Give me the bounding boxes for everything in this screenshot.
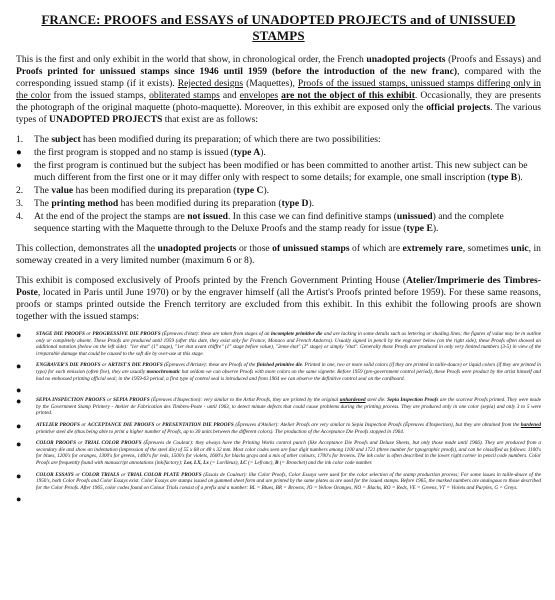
project-type-item: ● the first program is continued but the subject has been modified or has been committed to another artist. This new subject can be much different from the first one or it may differ only with respect to some details; for example, one small inscription (type B). [16, 160, 528, 183]
list-marker: 4. [16, 211, 24, 222]
project-type-item: ● the first program is stopped and no stamp is issued (type A). [16, 147, 266, 158]
project-type-item: 1. The subject has been modified during its preparation; of which there are two possibilities: [16, 134, 381, 145]
list-marker: 2. [16, 185, 24, 196]
bullet-icon: ● [16, 160, 22, 171]
bullet-icon: ● [16, 439, 22, 450]
proof-types-list [16, 331, 541, 382]
proof-type-item: ● STAGE DIE PROOFS or PROGRESSIVE DIE PROOFS (Épreuves d'état): these are taken from stages of an incomplete primitive die and are lacking in some details such as lettering or shading lines; the figures of value may be in outline only or completely absent. These Proofs are produced until 1959 (after this date, they exist only for France, Monaco and French Andorra). Usually signed in pencil by the engraver below (on the right side), these Proofs often showed an additional notation (below on the left side): "1er état" (1° stage), "1er état avant chiffre" (1° stage before value), "2eme état" (2° stage) or simply "état". Generally these Proofs are produced in only very limited numbers (3-5) in view of the irreparable damage that could be caused to the soft die by over-use at this stage. [16, 330, 541, 357]
bullet-icon: ● [16, 470, 22, 481]
proof-type-item: ● COLOR PROOFS or TRIAL COLOR PROOFS (Épreuves de Couleur): they always have the Printing Works control punch (like Acceptance Die Proofs and Deluxe Sheets, but only those made until 1966). They are produced from a secondary die and show an indentation (impression of the steel die) of 55 x 68 or 48 x 32 mm. Most color codes seen are four digit numbers among 1100 and 1721 (three number for typographic proofs), and can be classified as follows: 1100's for blues, 1200's for oranges, 1300's for greens, 1400's for reds, 1500's for violets, 1600's for blacks grays and a mix of other colours, 1700's for browns. The ink color is often described in the lower right corner in pencil code numbers. Color Proofs are frequently found with manuscript annotations (ink/factory): Lor, LX, Lx (= Lorilleux), LC (= Lefranc), B (= Bronchet) and the ink color code number. [16, 439, 541, 466]
proof-type-item: ● COLOR ESSAYS or COLOR TRIALS or TRIAL COLOR PLATE PROOFS (Essais de Couleur): like Color Proofs, Color Essays were used for the color selection of the stamp production process; For some issues in taille-douce of the 1950's, both Color Proofs and Color Essays exist. Color Essays are stamps issued on gummed sheet form and are printed by the same plates as are used for the issued stamps. Before 1965, the marked numbers are analogous to those described for the Color Proofs. After 1965, color codes found on Colour Trials consist of a prefix and a number: BL = Blues, BR = Browns, JO = Yellow Oranges, NO = Blacks, RO = Reds, VE = Greens, VT = Violets and Purples, G = Greys. [16, 470, 541, 491]
project-type-item: 4. At the end of the project the stamps are not issued. In this case we can find definitive stamps (unissued) and the complete sequence starting with the Maquette through to the Deluxe Proofs and the stamp ready for issue (type E). [16, 211, 504, 234]
project-types-list [16, 134, 541, 235]
bullet-icon: ● [16, 147, 22, 158]
bullet-icon: ● [16, 396, 22, 407]
intro-paragraph: This is the first and only exhibit in the world that show, in chronological order, the French unadopted projects (Proofs and Essays) and Proofs printed for unissued stamps since 1946 until 1959 (before the introduction of the new franc), compared with the corresponding issued stamp (if it exists). Rejected designs (Maquettes), Proofs of the issued stamps, unissued stamps differing only in the color from the issued stamps, obliterated stamps and envelopes are not the object of this exhibit. Occasionally, they are presents the photograph of the original maquette (photo-maquette). Moreover, in this exhibit are exposed only the official projects. The various types of UNADOPTED PROJECTS that exist are as follows: [16, 54, 542, 125]
bullet-icon: ● [16, 494, 22, 505]
project-type-item: 2. The value has been modified during its preparation (type C). [16, 185, 270, 196]
collection-paragraph: This collection, demonstrates all the unadopted projects or those of unissued stamps of which are extremely rare, sometimes unic, in someway created in a very limited number (maximum 6 or 8). [16, 243, 541, 266]
list-marker: 3. [16, 198, 24, 209]
proof-type-item: ● ATELIER PROOFS or ACCEPTANCE DIE PROOFS or PRESENTATION DIE PROOFS (Épreuves d'Atelier): Atelier Proofs are very similar to Sepia Inspection Proofs (Épreuves d'Inspection), but they are obtained from the hardened primitive steel die (thus being able to print a higher number of Proofs, up to 30 units between the different colors). The production of the Acceptance Die Proofs stopped in 1964. [16, 420, 541, 435]
proof-type-item: ● SEPIA INSPECTION PROOFS or SEPIA PROOFS (Épreuves d'Inspection): very similar to the Artist Proofs, they are printed by the original unhardened steel die. Sepia Inspection Proofs are the scarcest Proofs printed. They were made by the Government Stamp Printery - Atelier de Fabrication des Timbres-Poste - until 1963, to detect minute defects that could cause problems during the printing process. They are produced only in one color (sepia) and only 3 to 5 were printed. [16, 396, 542, 417]
bullet-icon: ● [16, 330, 22, 340]
page-title: FRANCE: PROOFS and ESSAYS of UNADOPTED PROJECTS and of UNISSUED STAMPS [41, 12, 516, 43]
composition-paragraph: This exhibit is composed exclusively of Proofs printed by the French Government Printing House (Atelier/Imprimerie des Timbres-Poste, located in Paris until June 1970) or by the engraver himself (all the Artist's Proofs printed before 1959). For these same reasons, proofs or stamps printed outside the French territory are excluded from this exhibit. In this exhibit the following proofs are shown together with the issued stamps: [16, 275, 541, 322]
proof-type-item: ● ENGRAVER'S DIE PROOFS or ARTIST'S DIE PROOFS (Épreuves d'Artiste): these are Proofs of the finished primitive die. Printed in one, two or more solid colors (if they are printed in taille-douce) or liquid colors (if they are printed in typo) for each emission (often five), they are usually monochromatic but seldom we can observe Proofs with more colors on the same vignette. Before 1959 (pre-government control period), these Proofs were product by the artist himself and had no embossed printing official seal; in the 1959-63 period, a first type of control seal is introduced and from 1964 we can observe the definitive control seal on the cardboard. [16, 361, 541, 382]
proof-types-list-cont [16, 397, 541, 491]
bullet-icon: ● [16, 420, 22, 431]
bullet-icon: ● [16, 361, 22, 372]
bullet-icon: ● [16, 385, 22, 396]
list-marker: 1. [16, 134, 24, 145]
project-type-item: 3. The printing method has been modified during its preparation (type D). [16, 198, 315, 209]
